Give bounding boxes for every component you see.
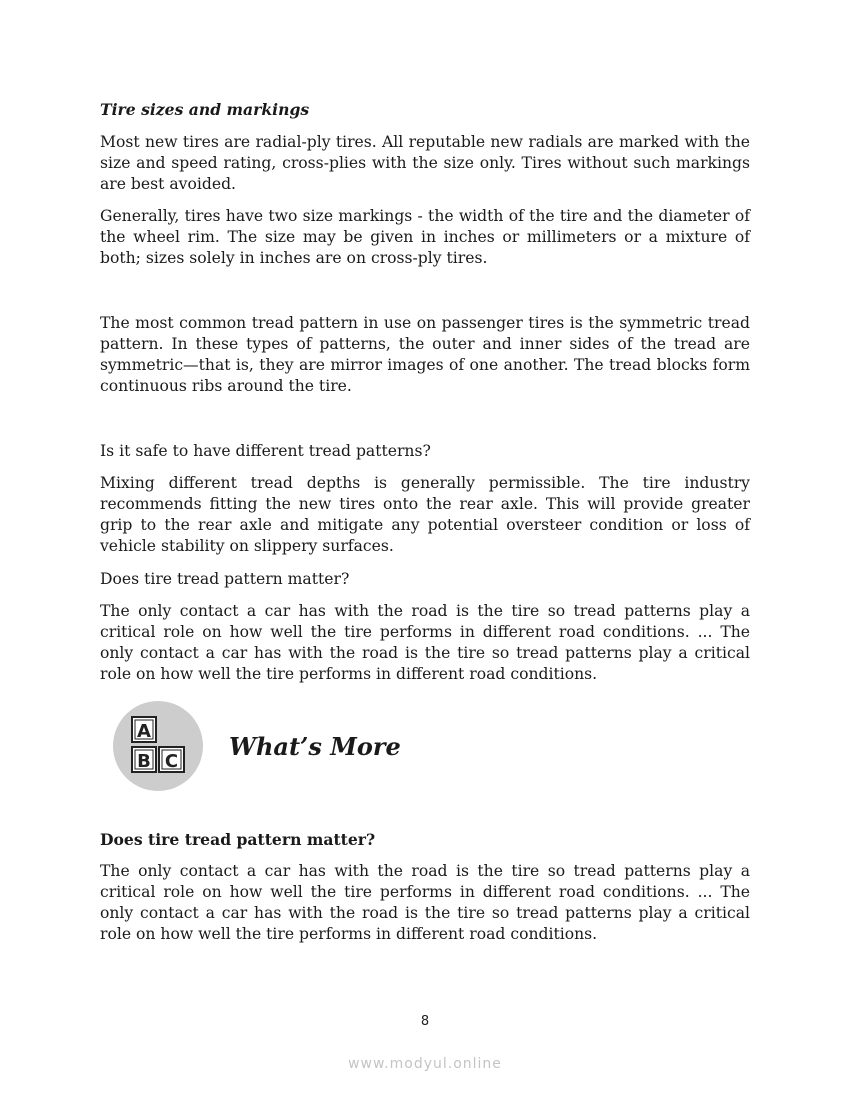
watermark: www.modyul.online xyxy=(348,1056,502,1072)
abc-blocks-icon xyxy=(113,701,203,791)
tire-sizes-heading: Tire sizes and markings xyxy=(100,100,310,119)
block-c xyxy=(159,747,184,772)
tread-matter-answer: The only contact a car has with the road is the tire so tread patterns play a critical role on how well the tire performs in different road conditions. ... The only contact a car has with the road is the tire so tread patterns play a critical role on how well the tire performs in different road conditions. xyxy=(100,602,750,683)
block-a xyxy=(132,717,156,742)
tire-sizes-paragraph-2: Generally, tires have two size markings - the width of the tire and the diameter of the wheel rim. The size may be given in inches or millimeters or a mixture of both; sizes solely in inches are on cross-ply tires. xyxy=(100,207,750,267)
page-number: 8 xyxy=(420,1014,430,1029)
whats-more-title: What’s More xyxy=(229,732,401,761)
tire-sizes-paragraph-1: Most new tires are radial-ply tires. All reputable new radials are marked with the size and speed rating, cross-plies with the size only. Tires without such markings are best avoided. xyxy=(100,133,750,193)
block-b-letter: B xyxy=(137,751,151,772)
block-a-letter: A xyxy=(137,721,151,742)
whats-more-body: The only contact a car has with the road is the tire so tread patterns play a critical role on how well the tire performs in different road conditions. ... The only contact a car has with the road is the tire so tread patterns play a critical role on how well the tire performs in different road conditions. xyxy=(100,862,750,943)
tread-matter-question: Does tire tread pattern matter? xyxy=(100,570,350,588)
safety-question: Is it safe to have different tread patterns? xyxy=(100,442,431,460)
block-c-letter: C xyxy=(164,751,179,772)
tread-pattern-paragraph: The most common tread pattern in use on passenger tires is the symmetric tread pattern. In these types of patterns, the outer and inner sides of the tread are symmetric—that is, they are mirror images of one another. The tread blocks form continuous ribs around the tire. xyxy=(100,314,750,395)
safety-answer: Mixing different tread depths is generally permissible. The tire industry recommends fitting the new tires onto the rear axle. This will provide greater grip to the rear axle and mitigate any potential oversteer condition or loss of vehicle stability on slippery surfaces. xyxy=(100,474,750,555)
block-b xyxy=(132,747,156,772)
whats-more-heading: Does tire tread pattern matter? xyxy=(100,830,376,849)
